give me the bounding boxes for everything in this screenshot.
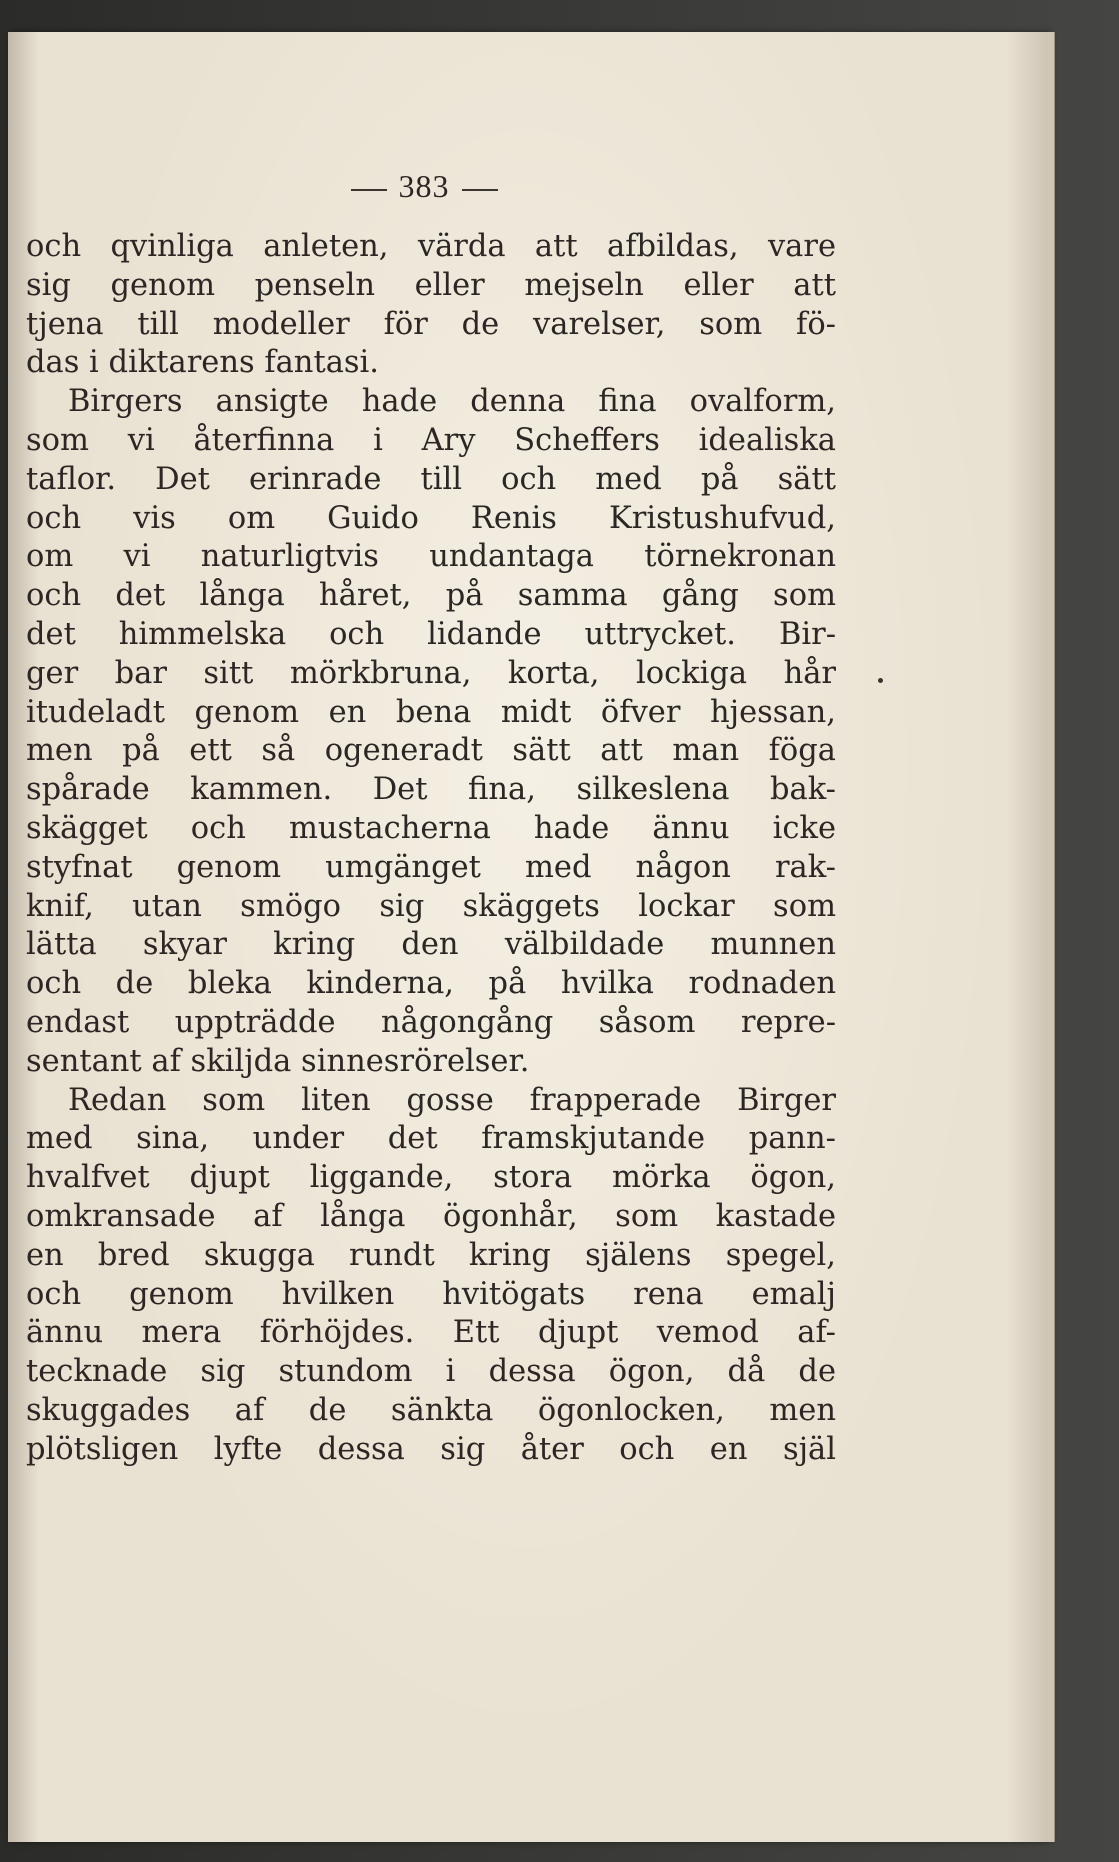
text-line: lätta skyar kring den välbildade munnen <box>26 927 836 963</box>
text-line: knif, utan smögo sig skäggets lockar som <box>26 888 836 924</box>
text-line: men på ett så ogeneradt sätt att man föga <box>26 733 836 769</box>
text-line: ger bar sitt mörkbruna, korta, lockiga hår <box>26 655 836 691</box>
text-line: och de bleka kinderna, på hvilka rodnaden <box>26 966 836 1002</box>
page-number: 383 <box>398 168 450 204</box>
page-body <box>26 228 836 1470</box>
page-header <box>0 168 848 205</box>
text-line: som vi återfinna i Ary Scheffers idealiska <box>26 422 836 458</box>
text-line: sentant af skiljda sinnesrörelser. <box>26 1043 530 1079</box>
text-line: Birgers ansigte hade denna fina ovalform, <box>68 384 836 420</box>
text-line: och qvinliga anleten, värda att afbildas, vare <box>26 229 836 264</box>
text-line: om vi naturligtvis undantaga törnekronan <box>26 539 836 575</box>
text-line: det himmelska och lidande uttrycket. Bir- <box>26 616 836 652</box>
text-line: endast uppträdde någongång såsom repre- <box>26 1004 836 1040</box>
text-line: das i diktarens fantasi. <box>26 345 379 381</box>
header-dash-right <box>462 189 498 191</box>
text-line: styfnat genom umgänget med någon rak- <box>26 849 836 885</box>
page-edge <box>1048 32 1055 1842</box>
text-line: hvalfvet djupt liggande, stora mörka ögon, <box>26 1160 836 1196</box>
text-line: skuggades af de sänkta ögonlocken, men <box>26 1392 836 1428</box>
text-line: och genom hvilken hvitögats rena emalj <box>26 1276 836 1312</box>
header-dash-left <box>351 189 387 191</box>
text-line: itudeladt genom en bena midt öfver hjessan, <box>26 694 836 730</box>
text-line: och vis om Guido Renis Kristushufvud, <box>26 500 836 536</box>
text-line: omkransade af långa ögonhår, som kastade <box>26 1198 836 1234</box>
ink-speck <box>878 678 883 683</box>
text-line: spårade kammen. Det fina, silkeslena bak- <box>26 772 836 808</box>
text-line: skägget och mustacherna hade ännu icke <box>26 810 836 846</box>
text-line: Redan som liten gosse frapperade Birger <box>68 1082 836 1118</box>
text-line: taflor. Det erinrade till och med på sätt <box>26 461 836 497</box>
text-line: sig genom penseln eller mejseln eller att <box>26 267 836 303</box>
text-line: med sina, under det framskjutande pann- <box>26 1121 836 1157</box>
text-line: plötsligen lyfte dessa sig åter och en själ <box>26 1431 836 1467</box>
text-line: och det långa håret, på samma gång som <box>26 578 836 614</box>
text-line: en bred skugga rundt kring själens spegel, <box>26 1237 836 1273</box>
text-line: ännu mera förhöjdes. Ett djupt vemod af- <box>26 1315 836 1351</box>
text-line: tecknade sig stundom i dessa ögon, då de <box>26 1354 836 1390</box>
text-line: tjena till modeller för de varelser, som fö- <box>26 306 836 342</box>
